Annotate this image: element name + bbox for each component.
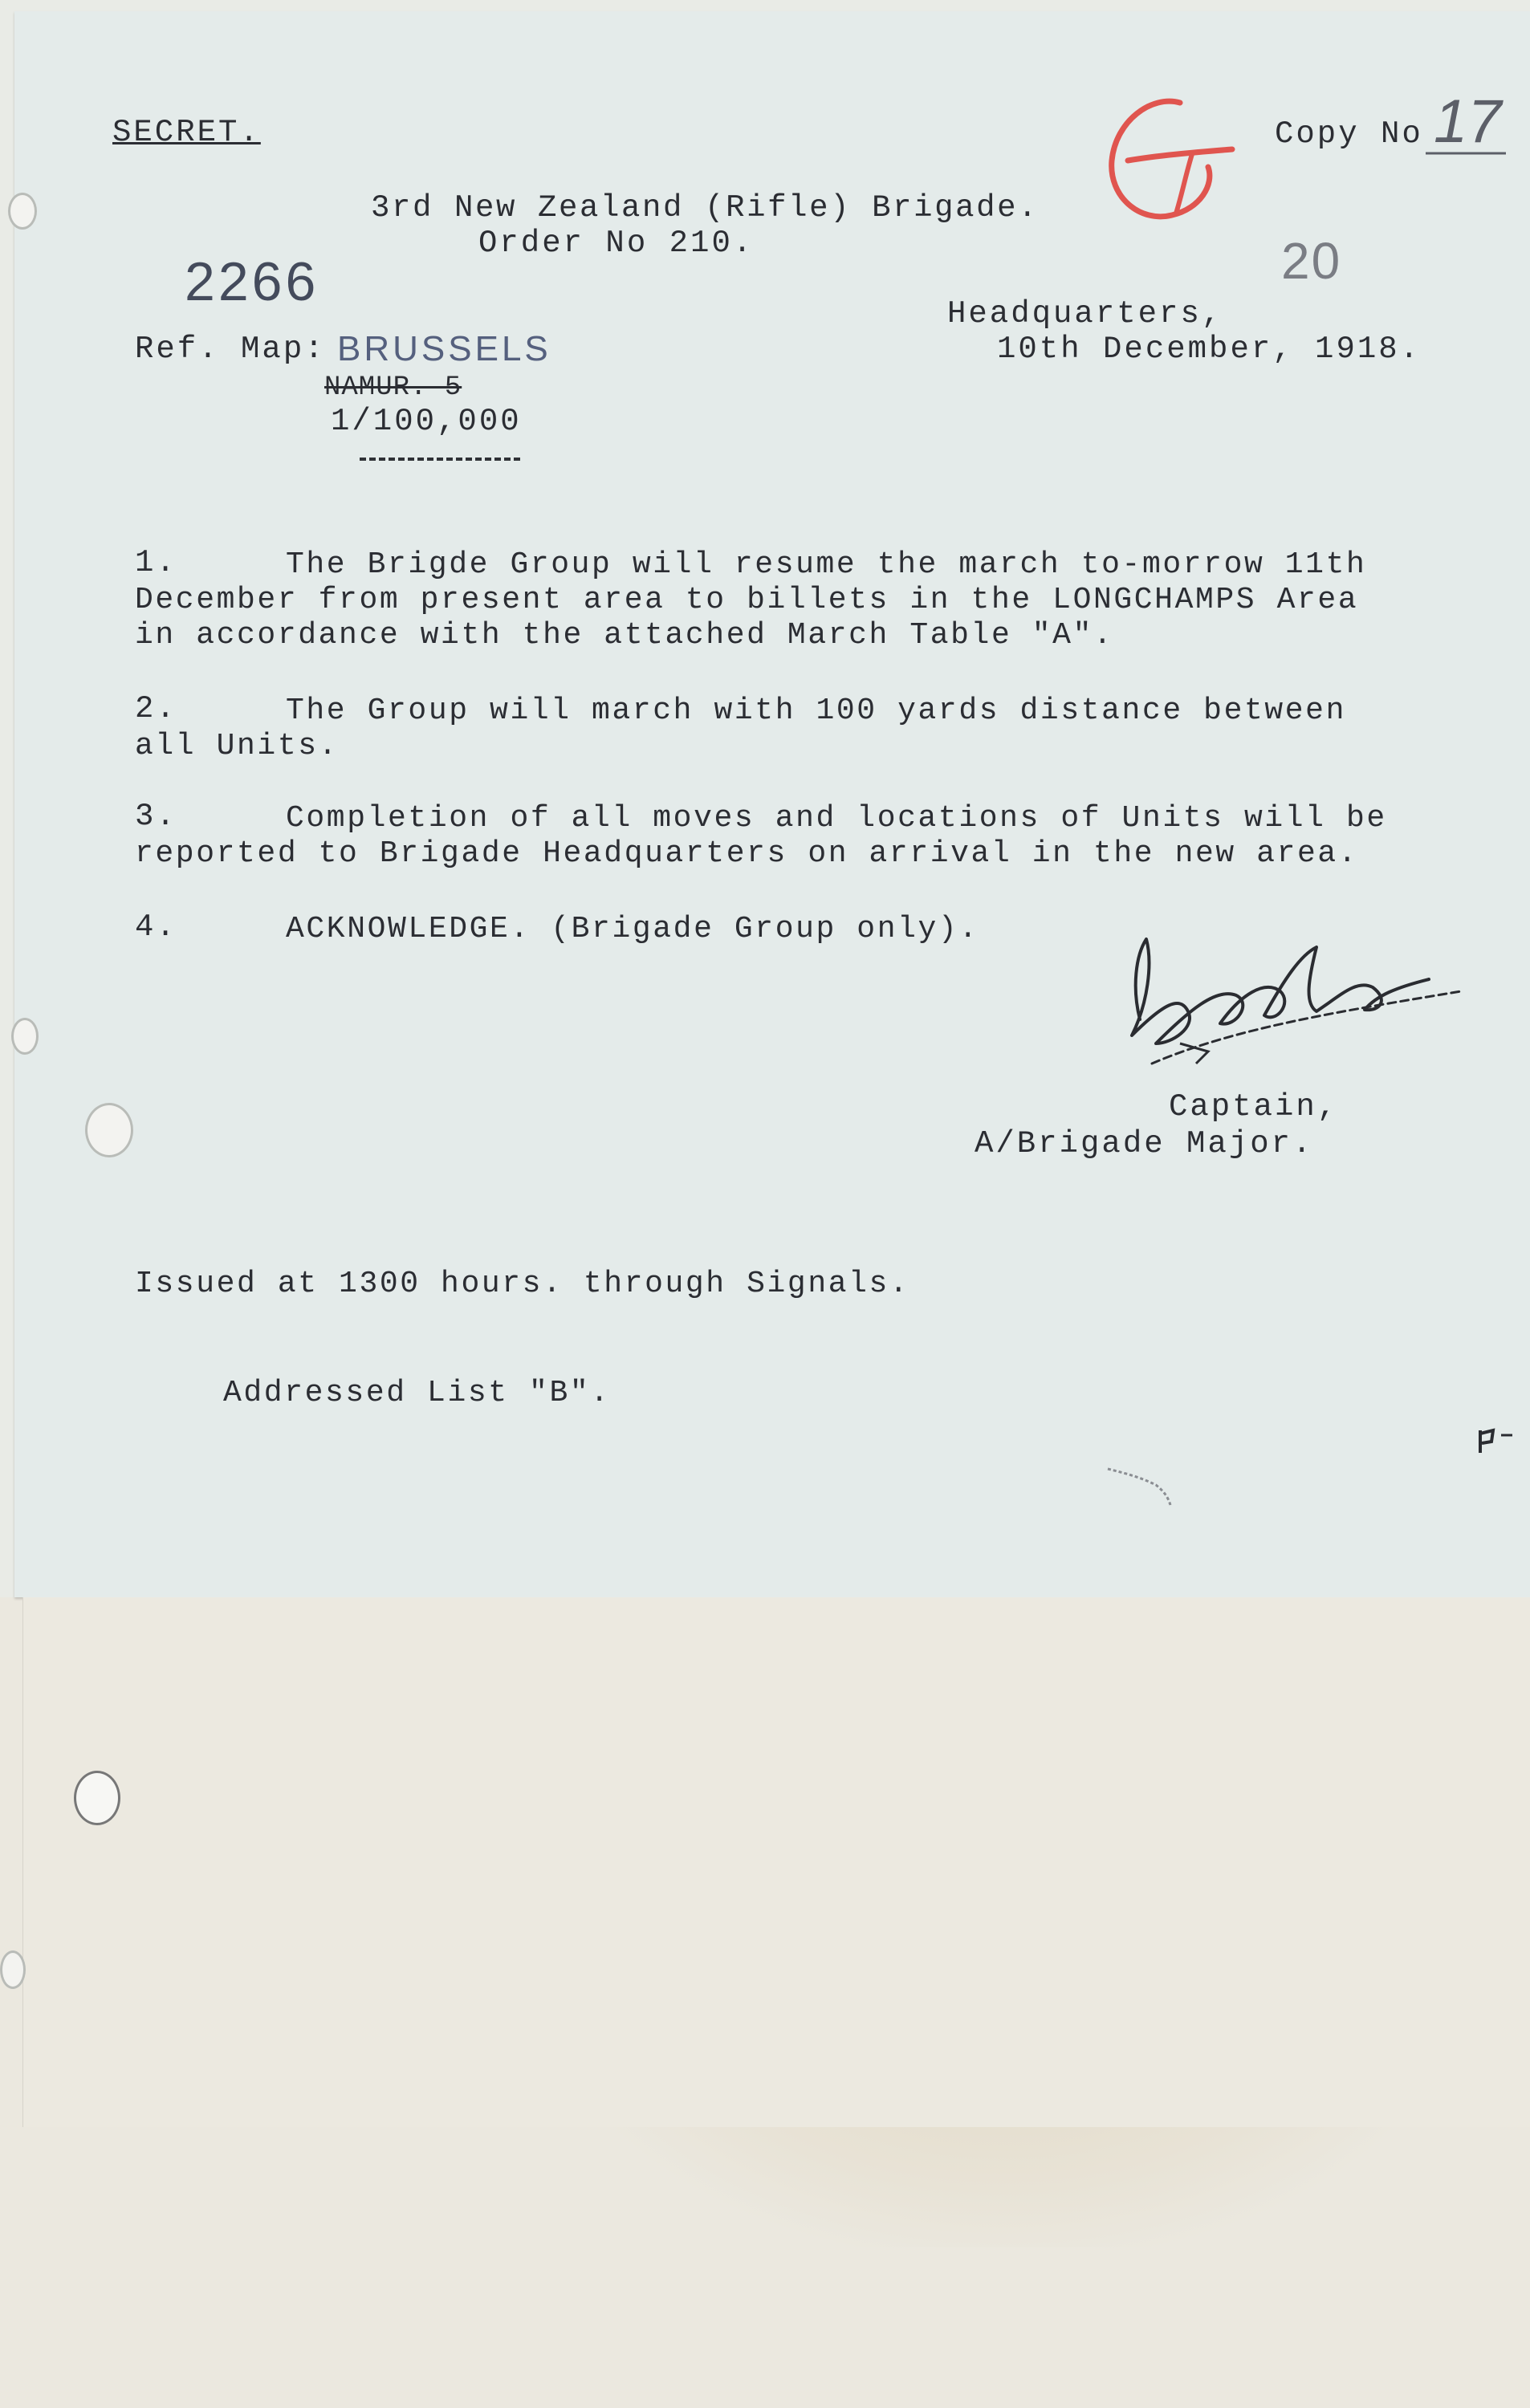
paragraph-line: all Units. xyxy=(135,729,340,763)
reference-map-handwritten: BRUSSELS xyxy=(337,329,551,368)
paragraph-number: 2. xyxy=(135,691,177,726)
copy-number-handwritten: 17 xyxy=(1434,87,1502,156)
punch-hole xyxy=(85,1103,133,1157)
register-number: 20 xyxy=(1281,232,1342,290)
punch-hole xyxy=(0,1950,26,1989)
copy-number-underline xyxy=(1426,151,1506,156)
scale-dashed-rule xyxy=(360,458,520,461)
copy-number-label: Copy No xyxy=(1275,116,1423,152)
date-line: 10th December, 1918. xyxy=(997,332,1422,367)
signature-title: A/Brigade Major. xyxy=(975,1126,1314,1161)
reference-map-scale: 1/100,000 xyxy=(331,404,522,439)
punch-hole xyxy=(11,1018,39,1055)
unit-name: 3rd New Zealand (Rifle) Brigade. xyxy=(371,190,1040,226)
paragraph-line: The Group will march with 100 yards distance between xyxy=(286,694,1346,728)
paragraph-line: December from present area to billets in the LONGCHAMPS Area xyxy=(135,583,1359,617)
issued-line: Issued at 1300 hours. through Signals. xyxy=(135,1267,910,1301)
paragraph-line: in accordance with the attached March Table "A". xyxy=(135,618,1114,653)
red-pencil-g-mark xyxy=(1080,88,1240,249)
paragraph-line: ACKNOWLEDGE. (Brigade Group only). xyxy=(286,912,979,946)
ink-smudge xyxy=(1100,1461,1180,1509)
handwritten-signature xyxy=(1076,923,1477,1076)
punch-hole xyxy=(8,193,37,230)
reference-map-label: Ref. Map: xyxy=(135,332,326,367)
paragraph-line: The Brigde Group will resume the march to-morrow 11th xyxy=(286,547,1367,582)
paragraph-line: Completion of all moves and locations of Units will be xyxy=(286,801,1387,836)
punch-hole xyxy=(74,1771,120,1825)
paragraph-number: 3. xyxy=(135,799,177,834)
reference-map-struck: NAMUR. 5 xyxy=(324,372,462,403)
classification-label: SECRET. xyxy=(112,115,261,150)
addressed-line: Addressed List "B". xyxy=(223,1376,611,1410)
paragraph-number: 1. xyxy=(135,545,177,580)
location-line: Headquarters, xyxy=(947,296,1223,332)
document-page-lower xyxy=(22,1597,1530,2127)
paragraph-line: reported to Brigade Headquarters on arrival in the new area. xyxy=(135,836,1359,871)
file-number-stamp: 2266 xyxy=(185,251,319,312)
order-number: Order No 210. xyxy=(478,226,755,261)
margin-mark xyxy=(1477,1426,1525,1458)
paragraph-number: 4. xyxy=(135,909,177,945)
signature-rank: Captain, xyxy=(1169,1089,1339,1125)
